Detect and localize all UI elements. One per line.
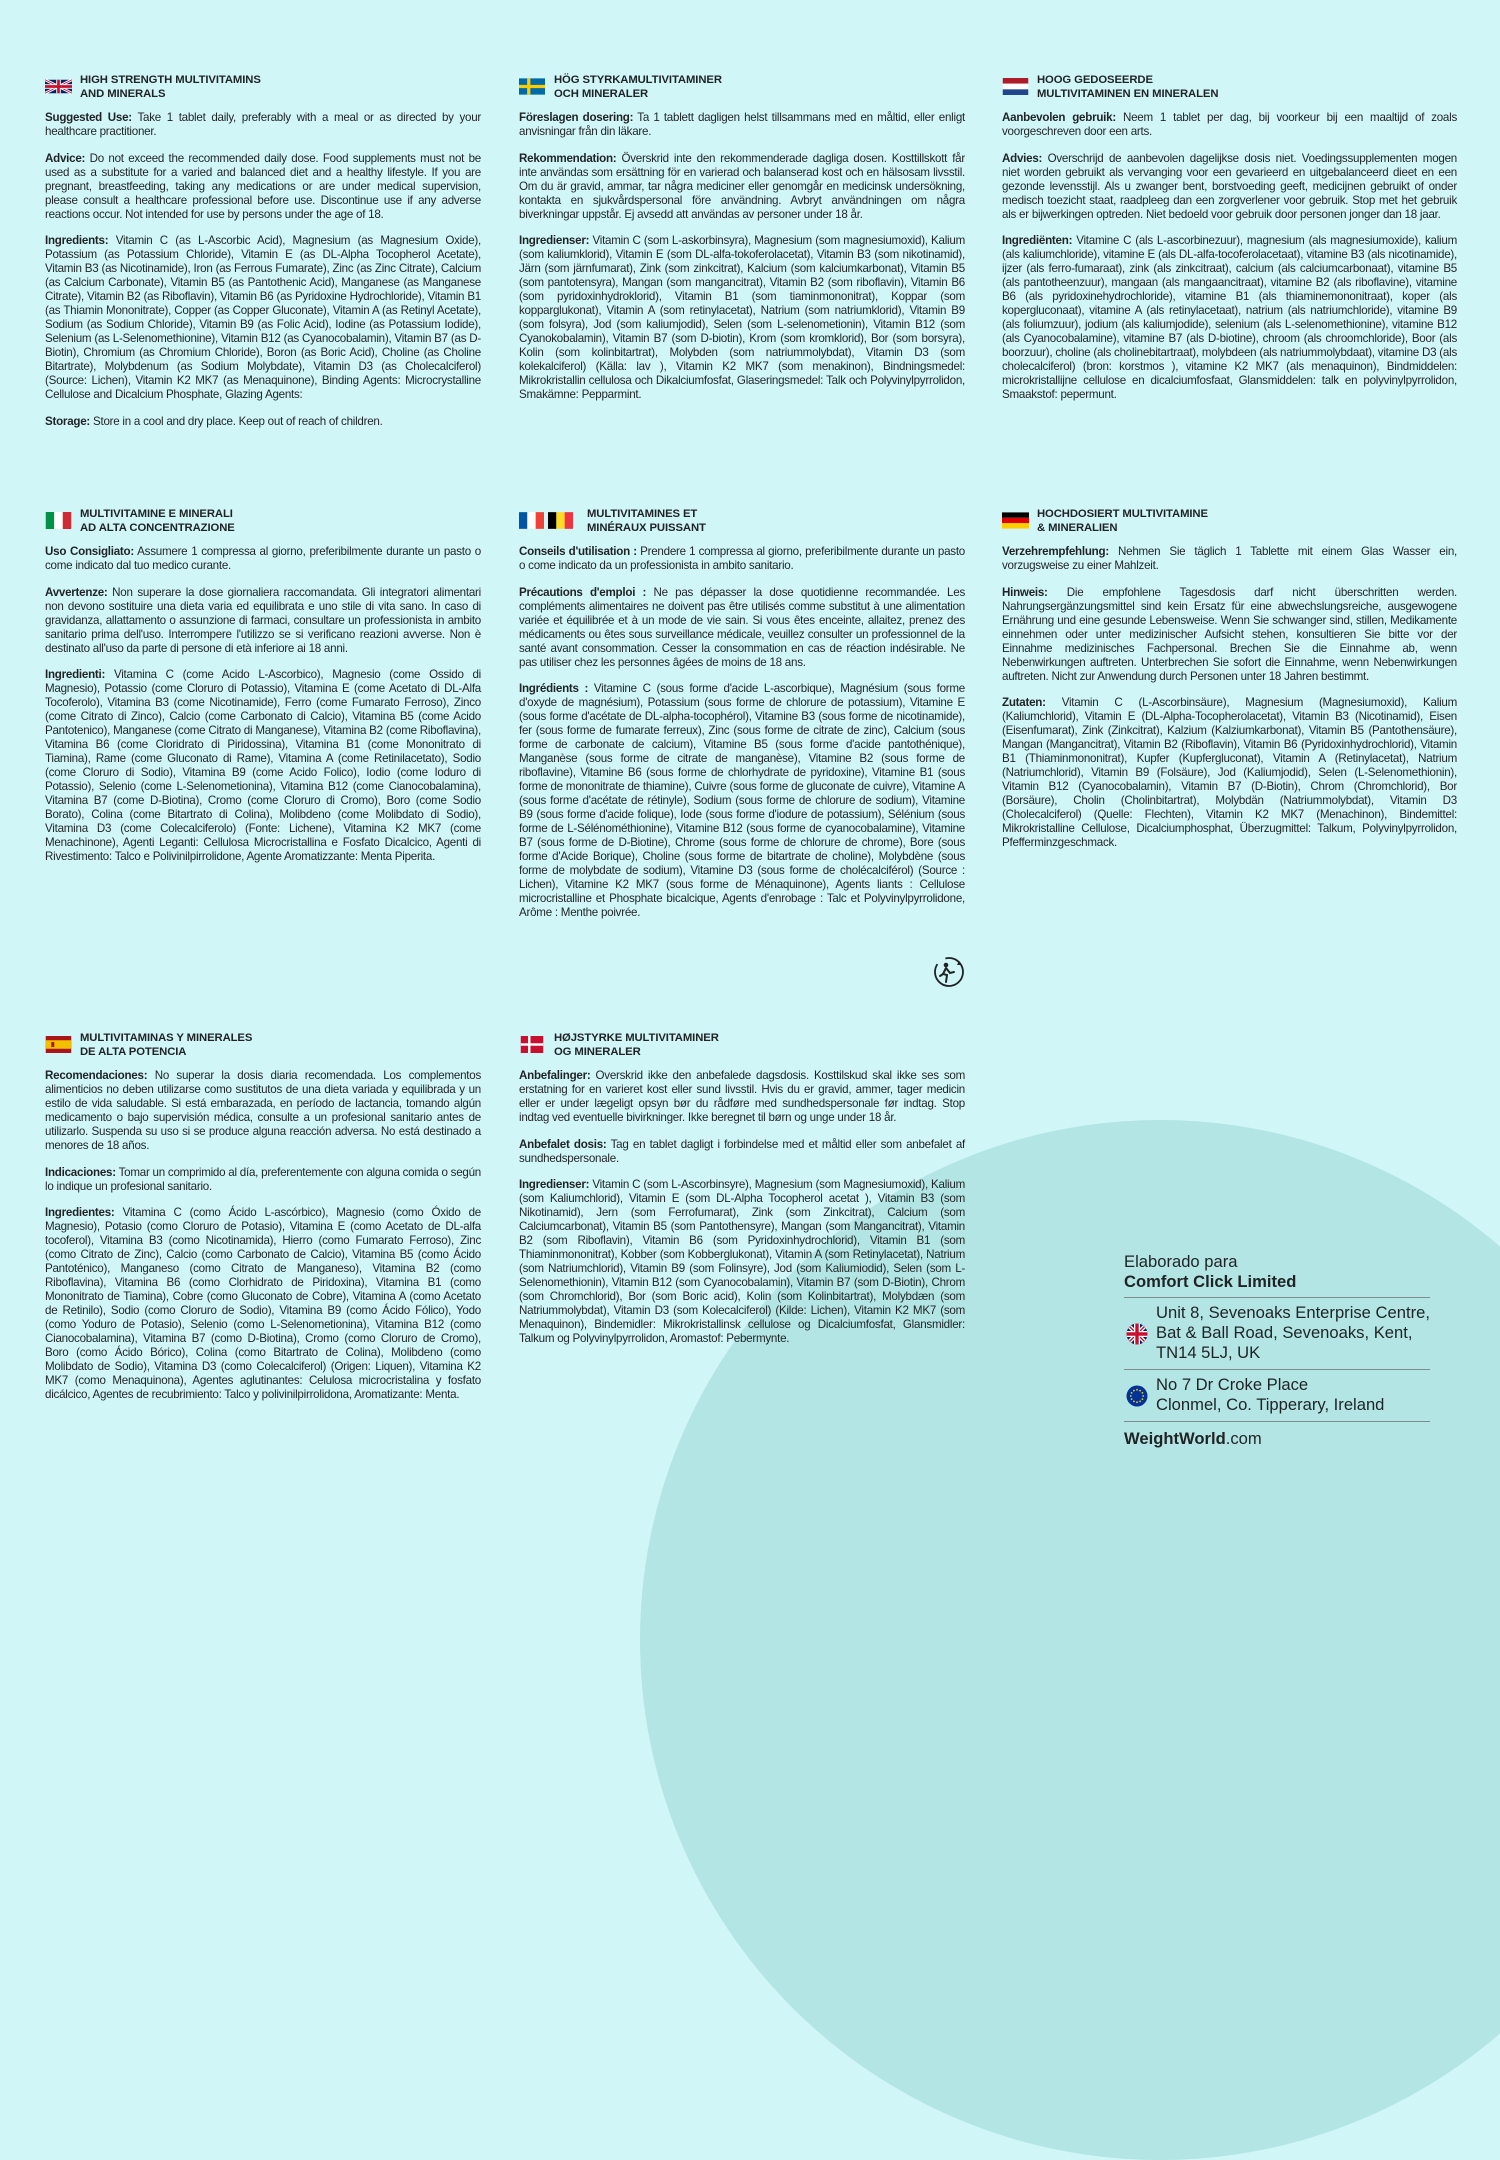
spain-flag-icon: [45, 1036, 72, 1053]
recycle-icon: [932, 955, 966, 989]
ingredients: Zutaten: Vitamin C (L-Ascorbinsäure), Magnesium (Magnesiumoxid), Kalium (Kaliumchlorid), Vitamin E (DL-Alpha-Tocopherolacetat), Vitamin B3 (Nicotinamid), Eisen (Eisenfumarat), Zink (Zinkcitrat), Kalzium (Kalziumkarbonat), Vitamin B5 (Pantothensäure), Mangan (Mangancitrat), Vitamin B2 (Riboflavin), Vitamin B6 (Pyridoxinhydrochlorid), Vitamin B1 (Thiaminmononitrat), Kupfer (Kupfergluconat), Vitamin A (Retinylacetat), Natrium (Natriumchlorid), Vitamin B9 (Folsäure), Jod (Kaliumjodid), Selen (L-Selenomethionin), Vitamin B12 (Cyanocobalamin), Vitamin B7 (D-Biotin), Chrom (Chromchlorid), Bor (Borsäure), Cholin (Cholinbitartrat), Molybdän (Natriummolybdat), Vitamin D3 (Cholecalciferol) (Quelle: Flechten), Vitamin K2 MK7 (Menachinon), Bindemittel: Mikrokristalline Cellulose, Dicalciumphosphat, Überzugmittel: Talkum, Polyvinylpyrrolidon, Pfefferminzgeschmack.: [1002, 696, 1457, 849]
section-header: [519, 74, 965, 104]
section-header: [1002, 74, 1457, 104]
uk-flag-round-icon: [1126, 1323, 1148, 1345]
uk-flag-icon: [45, 78, 72, 95]
section-italian: [45, 508, 481, 877]
advice: Advice: Do not exceed the recommended daily dose. Food supplements must not be used as a substitute for a varied and balanced diet and a healthy lifestyle. If you are pregnant, breastfeeding, taking any medications or are under medical supervision, please consult a healthcare professional before use. Discontinue use if any adverse reactions occur. Not intended for use by persons under the age of 18.: [45, 151, 481, 221]
ingredients: Ingredienser: Vitamin C (som L-askorbinsyra), Magnesium (som magnesiumoxid), Kalium (som kaliumklorid), Vitamin E (som DL-alfa-tokoferolacetat), Vitamin B3 (som nikotinamid), Järn (som järnfumarat), Zink (som zinkcitrat), Kalcium (som kalciumkarbonat), Vitamin B5 (som pantotensyra), Mangan (som mangancitrat), Vitamin B2 (som riboflavin), Vitamin B6 (som pyridoxinhydroklorid), Vitamin B1 (som tiaminmononitrat), Koppar (som kopparglukonat), Vitamin A (som retinylacetat), Natrium (som natriumklorid), Vitamin B9 (som folsyra), Jod (som kaliumjodid), Selen (som L-selenometionin), Vitamin B12 (som Cyanokobalamin), Vitamin B7 (som D-biotin), Krom (som kromklorid), Bor (som borsyra), Kolin (som kolinbitartrat), Molybden (som natriummolybdat), Vitamin D3 (som kolekalciferol) (Källa: lav ), Vitamin K2 MK7 (som menakinon), Bindningsmedel: Mikrokristallin cellulosa och Dikalciumfosfat, Glaseringsmedel: Talk och Polyvinylpyrrolidon, Smakämne: Pepparmint.: [519, 234, 965, 401]
company-name: Comfort Click Limited: [1124, 1272, 1297, 1291]
ingredients: Ingredienti: Vitamina C (come Acido L-Ascorbico), Magnesio (come Ossido di Magnesio), Potassio (come Cloruro di Potassio), Vitamina E (come Acetato di DL-Alfa Tocoferolo), Vitamina B3 (come Nicotinamide), Ferro (come Fumarato Ferroso), Zinco (come Citrato di Zinco), Calcio (come Carbonato di Calcio), Vitamina B5 (come Acido Pantotenico), Manganese (come Citrato di Manganese), Vitamina B2 (come Riboflavina), Vitamina B6 (come Cloridrato di Piridossina), Vitamina B1 (come Mononitrato di Tiamina), Rame (come Gluconato di Rame), Vitamina A (come Retinilacetato), Sodio (come Cloruro di Sodio), Vitamina B9 (come Acido Folico), Iodio (come Ioduro di Potassio), Selenio (come L-Selenometionina), Vitamina B12 (come Cianocobalamina), Vitamina B7 (come D-Biotina), Cromo (come Cloruro di Cromo), Boro (come Sodio Borato), Colina (come Bitartrato di Colina), Molibdeno (come Molibdato di Sodio), Vitamina D3 (come Colecalciferolo) (Fonte: Lichene), Vitamina K2 MK7 (come Menachinone), Agenti Leganti: Cellulosa Microcristallina e Fosfato Dicalcico, Agenti di Rivestimento: Talco e Polivinilpirrolidone, Agente Aromatizzante: Menta Piperita.: [45, 668, 481, 863]
netherlands-flag-icon: [1002, 78, 1029, 95]
section-title: HOCHDOSIERT MULTIVITAMINE & MINERALIEN: [1037, 508, 1208, 534]
made-for-label: Elaborado para: [1124, 1252, 1238, 1271]
italy-flag-icon: [45, 512, 72, 529]
precautions: Précautions d'emploi : Ne pas dépasser la dose quotidienne recommandée. Les compléments alimentaires ne doivent pas être utilisés comme substitut à une alimentation variée et équilibrée et à un mode de vie sain. Si vous êtes enceinte, allaitez, prenez des médicaments ou êtes sous surveillance médicale, veuillez consulter un professionnel de la santé avant consommation. Cesser la consommation en cas de réaction indésirable. Ne pas utiliser chez les personnes âgées de moins de 18 ans.: [519, 585, 965, 669]
recommendations: Anbefalinger: Overskrid ikke den anbefalede dagsdosis. Kosttilskud skal ikke ses som erstatning for en varieret kost eller sund livsstil. Hvis du er gravid, ammer, tager medicin eller er under lægeligt opsyn bør du rådføre med sundhedspersonale før indtag. Stop indtag ved eventuelle bivirkninger. Ikke beregnet til børn og unge under 18 år.: [519, 1069, 965, 1124]
section-header: [1002, 508, 1457, 538]
section-title: HÖG STYRKAMULTIVITAMINER OCH MINERALER: [554, 74, 722, 100]
recommended-dose: Anbefalet dosis: Tag en tablet dagligt i forbindelse med et måltid eller som anbefalet af sundhedspersonale.: [519, 1137, 966, 1165]
recommended-intake: Verzehrempfehlung: Nehmen Sie täglich 1 Tablette mit einem Glas Wasser ein, vorzugsweise zu einer Mahlzeit.: [1002, 545, 1457, 572]
section-spanish: [45, 1032, 481, 1415]
section-german: [1002, 508, 1457, 863]
recommended-use: Aanbevolen gebruik: Neem 1 tablet per dag, bij voorkeur bij een maaltijd of zoals voorgeschreven door een arts.: [1002, 111, 1458, 138]
germany-flag-icon: [1002, 512, 1029, 529]
france-belgium-flag-icon: [519, 512, 573, 529]
recommendation: Rekommendation: Överskrid inte den rekommenderade dagliga dosen. Kosttillskott får inte användas som ersättning för en varierad och balanserad kost och en hälsosam livsstil. Om du är gravid, ammar, tar några mediciner eller genomgår en medicinsk undersökning, kontakta en sjukvårdspersonal före användning. Avbryt användningen om några biverkningar uppstår. Ej avsedd att användas av personer under 18 år.: [519, 151, 965, 221]
suggested-dosage: Föreslagen dosering: Ta 1 tablett dagligen helst tillsammans med en måltid, eller enligt anvisningar från din läkare.: [519, 111, 966, 138]
usage-advice: Conseils d'utilisation : Prendere 1 compressa al giorno, preferibilmente durante un pasto o come indicato da un professionista in ambito sanitario.: [519, 545, 965, 572]
section-swedish: [519, 74, 965, 415]
notice: Hinweis: Die empfohlene Tagesdosis darf nicht überschritten werden. Nahrungsergänzungsmittel sind kein Ersatz für eine abwechslungsreiche, ausgewogene Ernährung und eine gesunde Lebensweise. Wenn Sie schwanger sind, stillen, Medikamente einnehmen oder unter medizinischer Aufsicht stehen, konsultieren Sie bitte vor der Einnahme medizinisches Fachpersonal. Brechen Sie die Einnahme ab, wenn Nebenwirkungen auftreten. Unterbrechen Sie sofort die Einnahme, wenn Nebenwirkungen auftreten. Nicht zur Anwendung durch Personen unter 18 Jahren bestimmt.: [1002, 585, 1457, 683]
recommendations: Recomendaciones: No superar la dosis diaria recomendada. Los complementos alimenticios no deben utilizarse como sustitutos de una dieta variada y equilibrada y un estilo de vida saludable. Si está embarazada, en período de lactancia, tomando algún medicamento o bajo supervisión médica, consulte a un profesional sanitario antes de utilizarlo. Suspenda su uso si se produce alguna reacción adversa. No está destinado a menores de 18 años.: [45, 1069, 481, 1152]
ingredients: Ingrediënten: Vitamine C (als L-ascorbinezuur), magnesium (als magnesiumoxide), kalium (als kaliumchloride), vitamine E (als DL-alfa-tocoferolacetaat), vitamine B3 (als nicotinamide), ijzer (als ferro-fumaraat), zink (als zinkcitraat), calcium (als calciumcarbonaat), vitamine B5 (als pantotheenzuur), mangaan (als mangaancitraat), vitamine B2 (als riboflavine), vitamine B6 (als pyridoxinehydrochloride), vitamine B1 (als thiaminemononitraat), koper (als kopergluconaat), vitamine A (als retinylacetaat), natrium (als natriumchloride), vitamine B9 (als foliumzuur), jodium (als kaliumjodide), selenium (als L-selenomethionine), vitamine B12 (als Cyanocobalamine), vitamine B7 (als D-biotine), chroom (als chroomchloride), Boor (als boorzuur), choline (als cholinebitartraat), molybdeen (als natriummolybdaat), vitamine D3 (als cholecalciferol) (bron: korstmos ), vitamine K2 MK7 (als menaquinon), Bindmiddelen: microkristallijne cellulose en dicalciumfosfaat, Glansmiddelen: talk en polyvinylpyrrolidon, Smaakstof: pepermunt.: [1002, 234, 1457, 401]
section-french: [519, 508, 965, 933]
eu-address: No 7 Dr Croke Place Clonmel, Co. Tipperary, Ireland: [1124, 1369, 1430, 1421]
manufacturer-address-panel: [1124, 1252, 1430, 1449]
section-title: MULTIVITAMINAS Y MINERALES DE ALTA POTENCIA: [80, 1032, 253, 1058]
section-dutch: [1002, 74, 1457, 415]
warnings: Avvertenze: Non superare la dose giornaliera raccomandata. Gli integratori alimentari non devono sostituire una dieta varia ed equilibrata e uno stile di vita sano. In caso di gravidanza, allattamento o assunzione di farmaci, consultare un professionista in ambito sanitario prima dell'uso. Interrompere l'utilizzo se si verificano reazioni avverse. Non è destinato all'uso da parte di persone di età inferiore ai 18 anni.: [45, 585, 481, 655]
ingredients: Ingredienser: Vitamin C (som L-Ascorbinsyre), Magnesium (som Magnesiumoxid), Kalium (som Kaliumchlorid), Vitamin E (som DL-Alpha Tocopherol acetat ), Vitamin B3 (som Nikotinamid), Jern (som Ferrofumarat), Zink (som Zinkcitrat), Calcium (som Calciumcarbonat), Vitamin B5 (som Pantothensyre), Mangan (som Mangancitrat), Vitamin B2 (som Riboflavin), Vitamin B6 (som Pyridoxinhydrochlorid), Vitamin B1 (som Thiaminmononitrat), Kobber (som Kobberglukonat), Vitamin A (som Retinylacetat), Natrium (som Natriumchlorid), Vitamin B9 (som Folinsyre), Jod (som Kaliumiodid), Selen (som L-Selenomethionin), Vitamin B12 (som Cyanocobalamin), Vitamin B7 (som D-Biotin), Chrom (som Chromchlorid), Bor (som Boric acid), Kolin (som Kolinbitartrat), Molybdæn (som Natriummolybdat), Vitamin D3 (som Kolecalciferol) (Kilde: Lichen), Vitamin K2 MK7 (som Menaquinon), Bindemidler: Mikrokristallinsk cellulose og Dicalciumfosfat, Glansmidler: Talkum og Polyvinylpyrrolidon, Aromastof: Pebermynte.: [519, 1178, 965, 1345]
section-header: [45, 1032, 481, 1062]
directions: Indicaciones: Tomar un comprimido al día, preferentemente con alguna comida o según lo indique un profesional sanitario.: [45, 1165, 481, 1193]
section-header: [45, 508, 481, 538]
section-header: [45, 74, 481, 104]
suggested-use: Uso Consigliato: Assumere 1 compressa al giorno, preferibilmente durante un pasto o come indicato dal tuo medico curante.: [45, 545, 482, 572]
section-header: [519, 1032, 965, 1062]
ingredients: Ingredients: Vitamin C (as L-Ascorbic Acid), Magnesium (as Magnesium Oxide), Potassium (as Potassium Chloride), Vitamin E (as DL-Alpha Tocopherol Acetate), Vitamin B3 (as Nicotinamide), Iron (as Ferrous Fumarate), Zinc (as Zinc Citrate), Calcium (as Calcium Carbonate), Vitamin B5 (as Pantothenic Acid), Manganese (as Manganese Citrate), Vitamin B2 (as Riboflavin), Vitamin B6 (as Pyridoxine Hydrochloride), Vitamin B1 (as Thiamin Mononitrate), Copper (as Copper Gluconate), Vitamin A (as Retinyl Acetate), Sodium (as Sodium Chloride), Vitamin B9 (as Folic Acid), Iodine (as Potassium Iodide), Selenium (as L-Selenomethionine), Vitamin B12 (as Cyanocobalamin), Vitamin B7 (as D-Biotin), Chromium (as Chromium Chloride), Boron (as Boric Acid), Choline (as Choline Bitartrate), Molybdenum (as Sodium Molybdate), Vitamin D3 (as Cholecalciferol) (Source: Lichen), Vitamin K2 MK7 (as Menaquinone), Binding Agents: Microcrystalline Cellulose and Dicalcium Phosphate, Glazing Agents:: [45, 234, 481, 401]
section-title: MULTIVITAMINES ET MINÉRAUX PUISSANT: [587, 508, 706, 534]
section-title: HØJSTYRKE MULTIVITAMINER OG MINERALER: [554, 1032, 719, 1058]
storage: Storage: Store in a cool and dry place. Keep out of reach of children.: [45, 414, 383, 428]
denmark-flag-icon: [519, 1036, 545, 1053]
sweden-flag-icon: [519, 78, 545, 95]
suggested-use: Suggested Use: Take 1 tablet daily, preferably with a meal or as directed by your healthcare practitioner.: [45, 111, 482, 138]
section-danish: [519, 1032, 965, 1359]
ingredients: Ingrédients : Vitamine C (sous forme d'acide L-ascorbique), Magnésium (sous forme d'oxyde de magnésium), Potassium (sous forme de chlorure de potassium), Vitamine E (sous forme d'acétate de DL-alpha-tocophérol), Vitamine B3 (sous forme de nicotinamide), fer (sous forme de fumarate ferreux), Zinc (sous forme de citrate de zinc), Calcium (sous forme de carbonate de calcium), Vitamine B5 (sous forme d'acide pantothénique), Manganèse (sous forme de citrate de manganèse), Vitamine B2 (sous forme de riboflavine), Vitamine B6 (sous forme de chlorhydrate de pyridoxine), Vitamine B1 (sous forme de mononitrate de thiamine), Cuivre (sous forme de gluconate de cuivre), Vitamine A (sous forme d'acétate de rétinyle), Sodium (sous forme de chlorure de sodium), Vitamine B9 (sous forme d'acide folique), Iode (sous forme d'iodure de potassium), Sélénium (sous forme de L-Sélénométhionine), Vitamine B12 (sous forme de cyanocobalamine), Vitamine B7 (sous forme de D-Biotine), Chrome (sous forme de chlorure de chrome), Bore (sous forme d'Acide Borique), Choline (sous forme de bitartrate de choline), Molybdène (sous forme de molybdate de sodium), Vitamine D3 (sous forme de cholécalciférol) (Source : Lichen), Vitamine K2 MK7 (sous forme de Ménaquinone), Agents liants : Cellulose microcristalline et Phosphate bicalcique, Agents d'enrobage : Talc et Polyvinylpyrrolidone, Arôme : Menthe poivrée.: [519, 682, 965, 919]
website-link[interactable]: WeightWorld.com: [1124, 1421, 1430, 1449]
eu-flag-round-icon: [1126, 1385, 1148, 1407]
section-title: HIGH STRENGTH MULTIVITAMINS AND MINERALS: [80, 74, 261, 100]
section-title: MULTIVITAMINE E MINERALI AD ALTA CONCENTRAZIONE: [80, 508, 235, 534]
uk-address: Unit 8, Sevenoaks Enterprise Centre, Bat & Ball Road, Sevenoaks, Kent, TN14 5LJ, UK: [1124, 1297, 1430, 1369]
section-header: [519, 508, 965, 538]
section-title: HOOG GEDOSEERDE MULTIVITAMINEN EN MINERALEN: [1037, 74, 1219, 100]
ingredients: Ingredientes: Vitamina C (como Ácido L-ascórbico), Magnesio (como Óxido de Magnesio), Potasio (como Cloruro de Potasio), Vitamina E (como Acetato de DL-alfa tocoferol), Vitamina B3 (como Nicotinamida), Hierro (como Fumarato Ferroso), Zinc (como Citrato de Zinc), Calcio (como Carbonato de Calcio), Vitamina B5 (como Ácido Pantoténico), Manganeso (como Citrato de Manganeso), Vitamina B2 (como Riboflavina), Vitamina B6 (como Clorhidrato de Piridoxina), Vitamina B1 (como Mononitrato de Tiamina), Cobre (como Gluconato de Cobre), Vitamina A (como Acetato de Retinilo), Sodio (como Cloruro de Sodio), Vitamina B9 (como Ácido Fólico), Yodo (como Yoduro de Potasio), Selenio (como L-Selenometionina), Vitamina B12 (como Cianocobalamina), Vitamina B7 (como D-Biotina), Cromo (como Cloruro de Cromo), Boro (como Ácido Bórico), Colina (como Bitartrato de Colina), Molibdeno (como Molibdato de Sodio), Vitamina D3 (como Colecalciferol) (Origen: Liquen), Vitamina K2 MK7 (como Menaquinona), Agentes aglutinantes: Celulosa microcristalina y fosfato dicálcico, Agentes de recubrimiento: Talco y polivinilpirrolidona, Aromatizante: Menta.: [45, 1206, 481, 1401]
section-english: [45, 74, 481, 441]
advice: Advies: Overschrijd de aanbevolen dagelijkse dosis niet. Voedingssupplementen mogen niet worden gebruikt als vervanging voor een gevarieerd en uitgebalanceerd dieet en een gezonde levensstijl. Als u zwanger bent, borstvoeding geeft, medicijnen gebruikt of onder medisch toezicht staat, raadpleeg dan een zorgverlener voor gebruik. Stop met het gebruik als er bijwerkingen optreden. Niet bedoeld voor gebruik door personen jonger dan 18 jaar.: [1002, 151, 1457, 221]
